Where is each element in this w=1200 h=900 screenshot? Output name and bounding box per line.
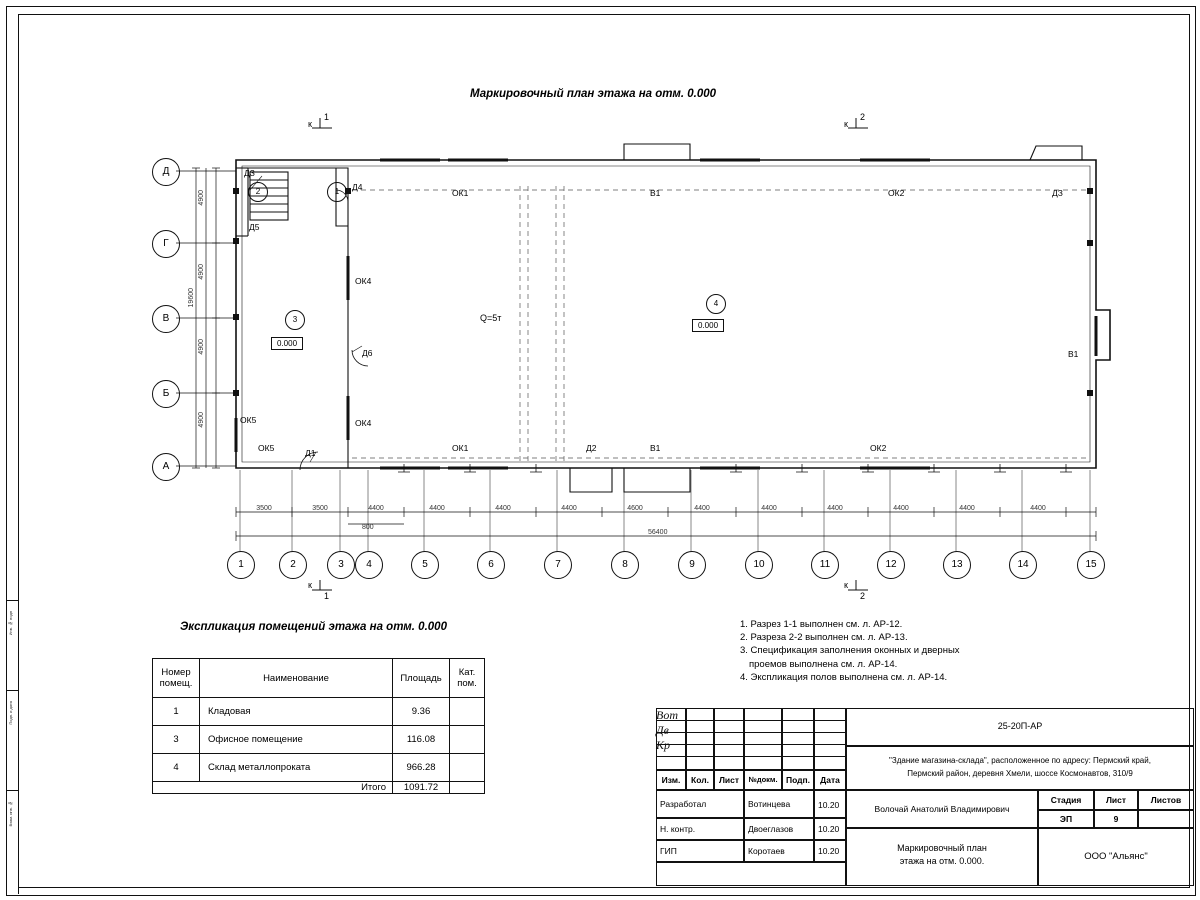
axis-bubble-number-2: 3: [327, 551, 355, 579]
stamp-sign-1: Дв: [656, 723, 669, 737]
side-strip-label-3: Взам. инв. №: [8, 801, 13, 827]
label-ok4-lower: ОК4: [355, 418, 372, 428]
label-ok2-top: ОК2: [888, 188, 905, 198]
table-total-row: [153, 782, 485, 794]
vdim-2: 4900: [198, 339, 205, 355]
sheet-side-strip: [6, 600, 19, 894]
section-mark-2-bottom-letter: к: [844, 580, 848, 590]
side-strip-label-2: Подп. и дата: [8, 701, 13, 725]
hdim-5: 4400: [561, 505, 577, 512]
total-label: Итого: [153, 782, 393, 794]
stamp-lists-label: Листов: [1150, 795, 1182, 805]
note-2: 2. Разреза 2-2 выполнен см. л. АР-13.: [740, 632, 908, 644]
axis-bubble-number-7: 8: [611, 551, 639, 579]
section-mark-1-bottom-number: 1: [324, 591, 330, 601]
label-ok2-bottom: ОК2: [870, 443, 887, 453]
cell-name: Кладовая: [200, 698, 393, 726]
room-level-4: 0.000: [692, 319, 724, 332]
note-4: 4. Экспликация полов выполнена см. л. АР-14.: [740, 671, 948, 683]
stamp-col-label-ndok: №докм.: [748, 775, 778, 784]
room-bubble-1: 1: [327, 182, 347, 202]
cell-number: 1: [153, 698, 200, 726]
hdim-0: 3500: [256, 505, 272, 512]
col-header-area: Площадь: [393, 659, 450, 698]
stamp-object-line-1: "Здание магазина-склада", расположенное по адресу: Пермский край,: [889, 756, 1151, 765]
axis-bubble-number-13: 14: [1009, 551, 1037, 579]
stamp-col-label-list: Лист: [718, 775, 740, 785]
cell-name: Склад металлопроката: [200, 754, 393, 782]
hdim-1: 3500: [312, 505, 328, 512]
section-mark-2-top-letter: к: [844, 119, 848, 129]
vdim-0: 4900: [198, 190, 205, 206]
label-d5: Д5: [249, 222, 260, 232]
axis-bubble-number-8: 9: [678, 551, 706, 579]
stamp-lists-value-box: [1138, 810, 1194, 828]
section-mark-2-bottom-number: 2: [860, 591, 866, 601]
cell-number: 4: [153, 754, 200, 782]
label-v1-top: В1: [650, 188, 661, 198]
cell-kat: [450, 698, 485, 726]
label-dz-top-left: ДЗ: [244, 168, 255, 178]
total-kat: [450, 782, 485, 794]
stamp-role-1: Н. контр.: [660, 824, 696, 834]
axis-bubble-number-12: 13: [943, 551, 971, 579]
note-3-cont: проемов выполнена см. л. АР-14.: [749, 658, 898, 670]
stamp-chief: Волочай Анатолий Владимирович: [874, 804, 1010, 814]
axis-bubble-number-1: 2: [279, 551, 307, 579]
stamp-code: 25-20П-АР: [997, 721, 1043, 731]
hdim-6: 4600: [627, 505, 643, 512]
stamp-sign-2: Кр: [656, 738, 670, 752]
stamp-rev-col-4: [782, 708, 814, 770]
col-header-kat-l1: Кат.: [458, 667, 476, 678]
cell-area: 116.08: [393, 726, 450, 754]
hdim-total: 56400: [648, 529, 668, 536]
total-value: 1091.72: [393, 782, 450, 794]
axis-bubble-number-0: 1: [227, 551, 255, 579]
table-row: [153, 726, 485, 754]
col-header-number-l2: помещ.: [159, 678, 193, 689]
axis-bubble-number-11: 12: [877, 551, 905, 579]
stamp-date-1: 10.20: [818, 824, 840, 834]
stamp-bottom-left-box: [656, 862, 846, 886]
stamp-rev-col-0: [656, 708, 686, 770]
room-bubble-4: 4: [706, 294, 726, 314]
hdim-8: 4400: [761, 505, 777, 512]
label-v1-bottom: В1: [650, 443, 661, 453]
axis-bubble-number-4: 5: [411, 551, 439, 579]
stamp-rev-line-2: [656, 732, 846, 733]
axis-bubble-letter-2: В: [152, 305, 180, 333]
label-d6: Д6: [362, 348, 373, 358]
label-d4: Д4: [352, 182, 363, 192]
stamp-date-0: 10.20: [818, 800, 840, 810]
stamp-col-label-data: Дата: [820, 775, 840, 785]
axis-bubble-letter-3: Б: [152, 380, 180, 408]
stamp-rev-col-1: [686, 708, 714, 770]
label-ok1-top: ОК1: [452, 188, 469, 198]
col-header-kat: [450, 659, 485, 698]
vdim-1: 4900: [198, 264, 205, 280]
hdim-11: 4400: [959, 505, 975, 512]
stamp-object-line-2: Пермский район, деревня Хмели, шоссе Космонавтов, 310/9: [907, 769, 1133, 778]
hdim-3: 4400: [429, 505, 445, 512]
table-header-row: [153, 659, 485, 698]
stamp-list-value: 9: [1113, 814, 1119, 824]
hdim-7: 4400: [694, 505, 710, 512]
cell-kat: [450, 754, 485, 782]
col-header-number-l1: Номер: [161, 667, 191, 678]
room-bubble-2: 2: [248, 182, 268, 202]
label-ok1-bottom: ОК1: [452, 443, 469, 453]
label-d2: Д2: [586, 443, 597, 453]
hdim-small-800: 800: [362, 524, 374, 531]
stamp-sheet-title-line-1: Маркировочный план: [897, 843, 987, 853]
stamp-object-box: [846, 746, 1194, 790]
stamp-rev-line-4: [656, 756, 846, 757]
vdim-3: 4900: [198, 412, 205, 428]
room-level-3: 0.000: [271, 337, 303, 350]
axis-bubble-number-3: 4: [355, 551, 383, 579]
label-ok5-upper: ОК5: [240, 415, 257, 425]
stamp-stage-label: Стадия: [1050, 795, 1082, 805]
stamp-company: ООО "Альянс": [1084, 851, 1148, 862]
stamp-name-2: Коротаев: [748, 846, 785, 856]
title-block: [656, 708, 1194, 886]
label-dz-top-right: ДЗ: [1052, 188, 1063, 198]
col-header-number: [153, 659, 200, 698]
cell-kat: [450, 726, 485, 754]
label-ok5-lower: ОК5: [258, 443, 275, 453]
stamp-rev-line-3: [656, 744, 846, 745]
stamp-sheet-title-line-2: этажа на отм. 0.000.: [899, 856, 985, 866]
hdim-4: 4400: [495, 505, 511, 512]
section-mark-1-top-letter: к: [308, 119, 312, 129]
axis-bubble-letter-4: А: [152, 453, 180, 481]
axis-bubble-number-9: 10: [745, 551, 773, 579]
side-strip-label-1: Инв. № подп: [8, 611, 13, 636]
section-mark-2-top-number: 2: [860, 112, 866, 122]
stamp-col-label-kol: Кол.: [691, 775, 709, 785]
stamp-rev-col-2: [714, 708, 744, 770]
vdim-total: 19600: [188, 288, 195, 308]
stamp-sign-0: Вот: [656, 708, 678, 722]
cell-name: Офисное помещение: [200, 726, 393, 754]
stamp-date-2: 10.20: [818, 846, 840, 856]
explication-table: [152, 658, 485, 794]
page-title: Маркировочный план этажа на отм. 0.000: [470, 88, 717, 100]
stamp-rev-col-5: [814, 708, 846, 770]
label-ok4-upper: ОК4: [355, 276, 372, 286]
axis-bubble-number-10: 11: [811, 551, 839, 579]
stamp-rev-line-1: [656, 720, 846, 721]
label-crane-capacity: Q=5т: [480, 313, 502, 323]
stamp-col-label-podp: Подп.: [785, 775, 811, 785]
axis-bubble-number-6: 7: [544, 551, 572, 579]
axis-bubble-letter-1: Г: [152, 230, 180, 258]
cell-number: 3: [153, 726, 200, 754]
hdim-10: 4400: [893, 505, 909, 512]
stamp-role-2: ГИП: [660, 846, 677, 856]
hdim-9: 4400: [827, 505, 843, 512]
stamp-role-0: Разработал: [660, 799, 707, 809]
axis-bubble-number-14: 15: [1077, 551, 1105, 579]
note-1: 1. Разрез 1-1 выполнен см. л. АР-12.: [740, 619, 903, 630]
stamp-list-label: Лист: [1105, 795, 1127, 805]
hdim-12: 4400: [1030, 505, 1046, 512]
axis-bubble-letter-0: Д: [152, 158, 180, 186]
table-row: [153, 698, 485, 726]
hdim-2: 4400: [368, 505, 384, 512]
stamp-stage-value: ЭП: [1059, 814, 1073, 824]
notes-block: [740, 618, 1070, 684]
col-header-name: Наименование: [200, 659, 393, 698]
label-v1-right: В1: [1068, 349, 1079, 359]
stamp-col-label-izm: Изм.: [661, 775, 681, 785]
section-mark-1-bottom-letter: к: [308, 580, 312, 590]
room-bubble-3: 3: [285, 310, 305, 330]
note-3: 3. Спецификация заполнения оконных и дверных: [740, 645, 960, 657]
cell-area: 966.28: [393, 754, 450, 782]
axis-bubble-number-5: 6: [477, 551, 505, 579]
stamp-name-0: Вотинцева: [748, 799, 791, 809]
label-d1: Д1: [305, 448, 316, 458]
stamp-name-1: Двоеглазов: [748, 824, 794, 834]
cell-area: 9.36: [393, 698, 450, 726]
section-mark-1-top-number: 1: [324, 112, 330, 122]
stamp-rev-col-3: [744, 708, 782, 770]
explication-title: Экспликация помещений этажа на отм. 0.000: [180, 621, 447, 633]
table-row: [153, 754, 485, 782]
col-header-kat-l2: пом.: [457, 678, 477, 689]
